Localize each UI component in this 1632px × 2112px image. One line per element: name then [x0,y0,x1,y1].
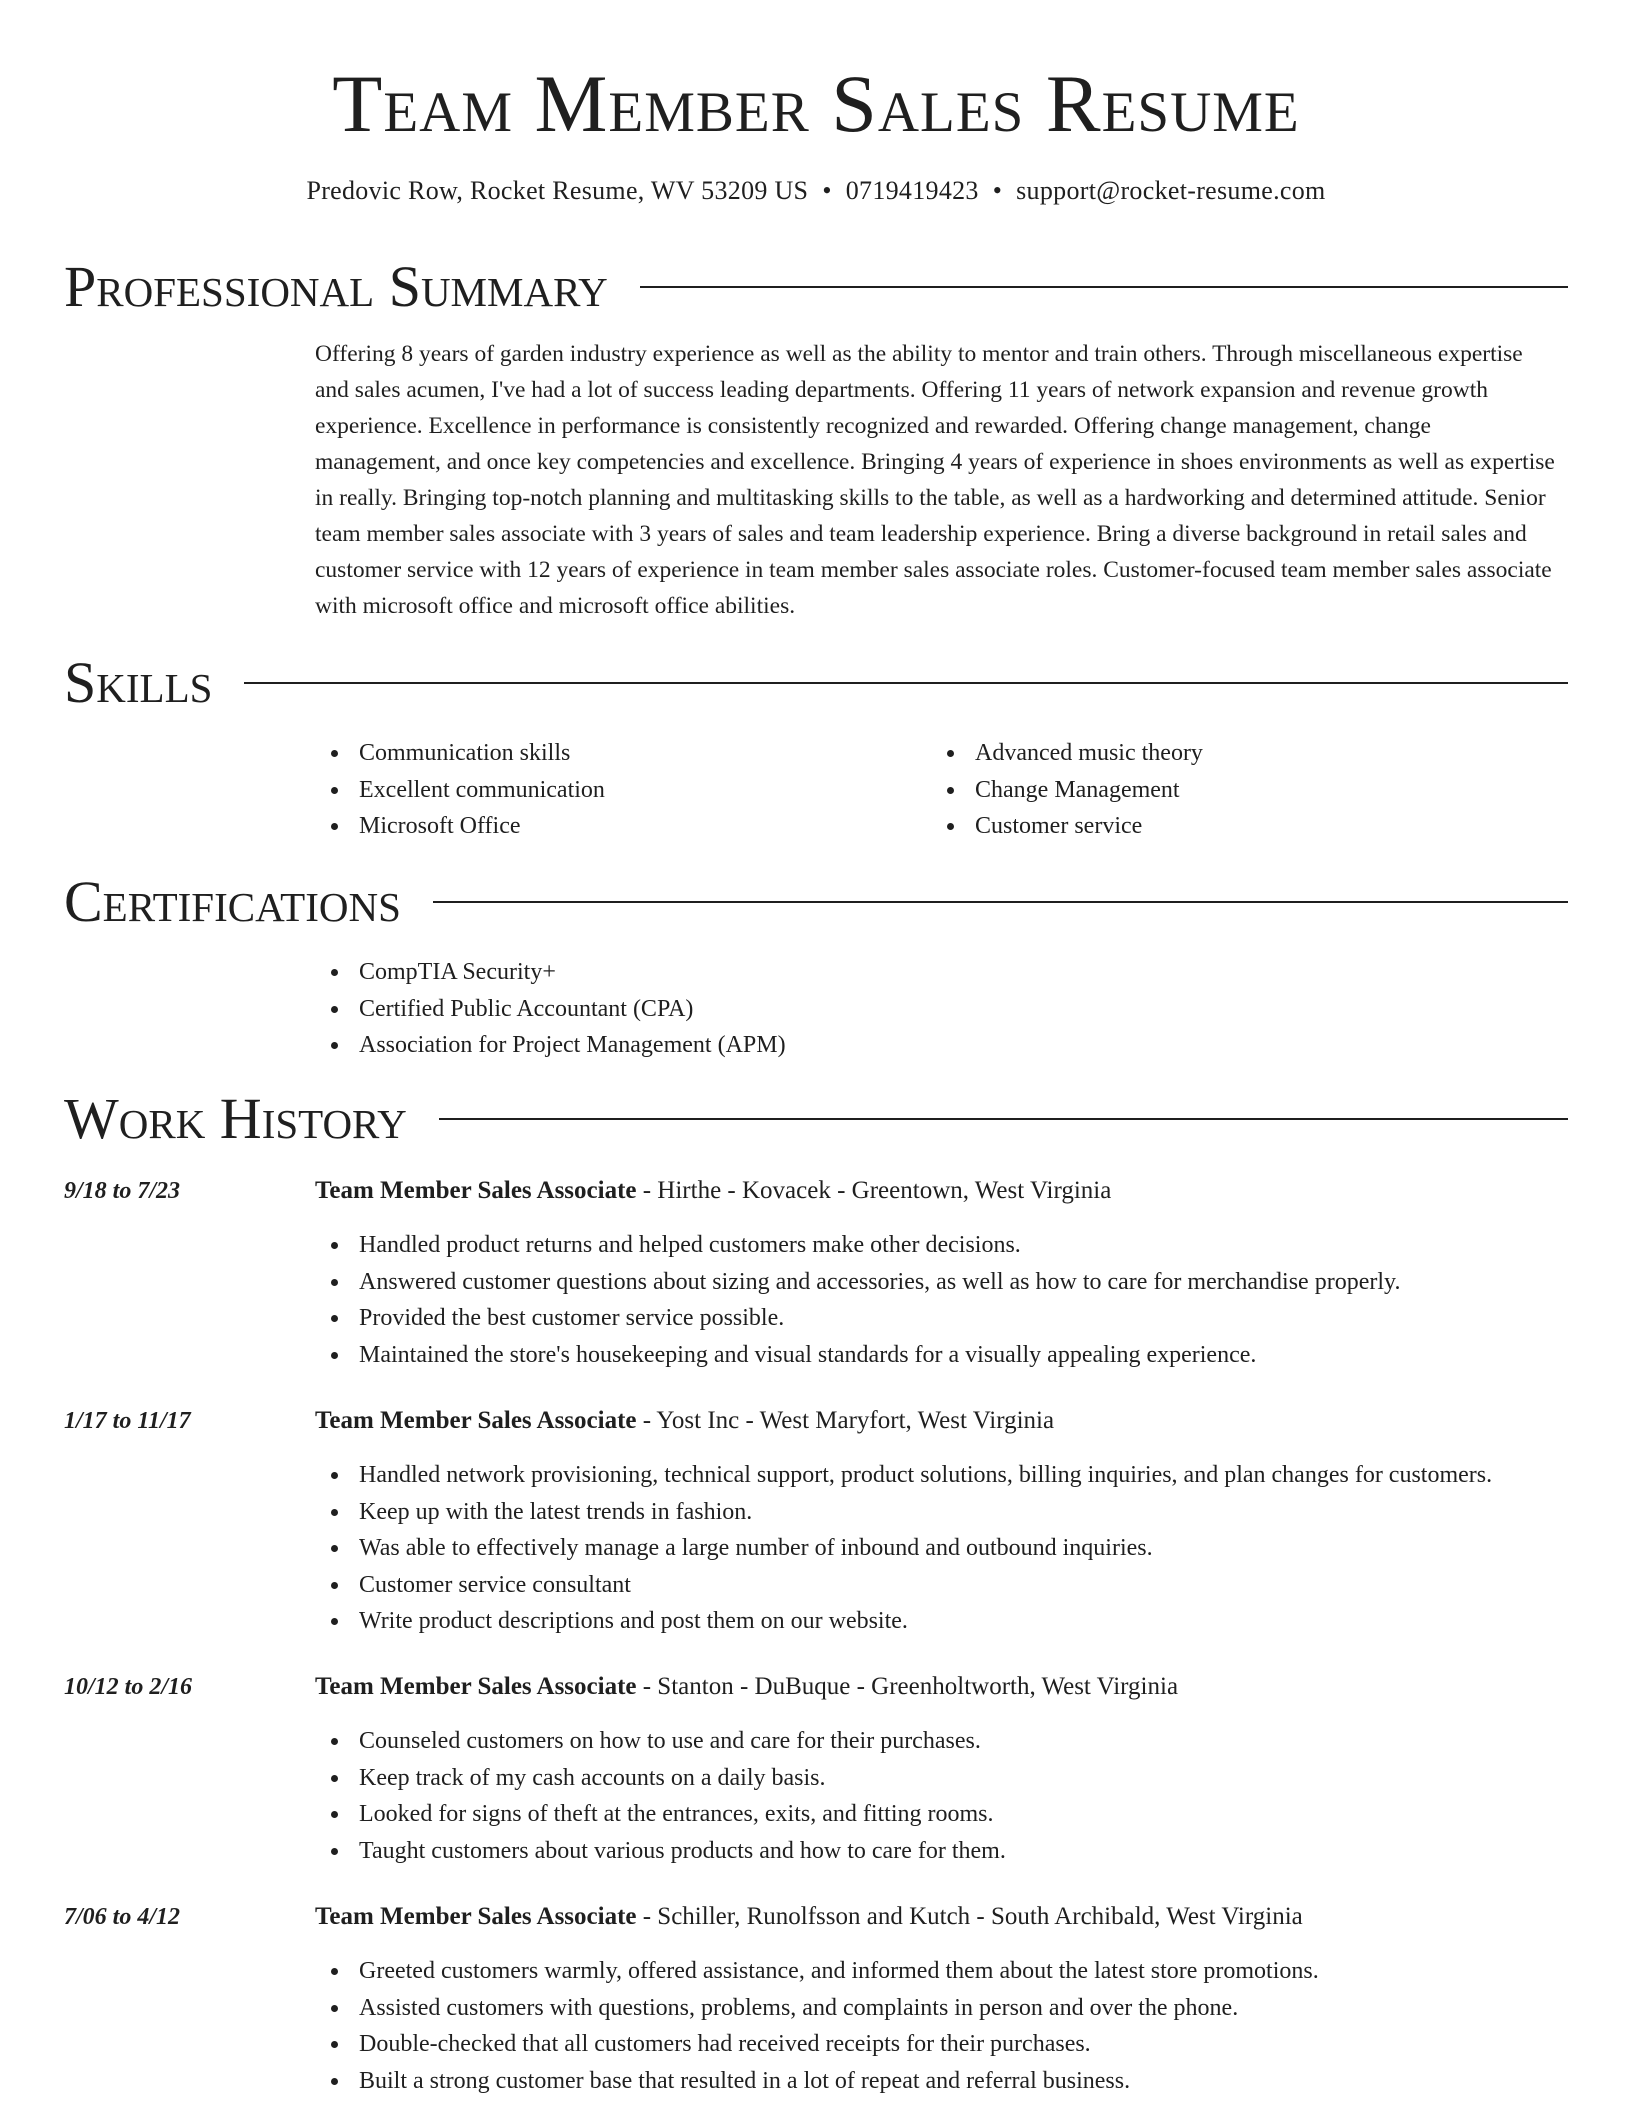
separator-dot: • [992,176,1003,205]
section-header-summary [64,254,1568,320]
skill-item: Microsoft Office [315,808,915,845]
certification-item: Association for Project Management (APM) [315,1027,1215,1064]
job-title: Team Member Sales Associate [315,1407,637,1434]
section-rule [439,1118,1568,1120]
phone: 0719419423 [845,176,979,205]
job-employer: - Schiller, Runolfsson and Kutch - South Archibald, West Virginia [636,1903,1303,1930]
skills-list-right [931,735,1531,845]
job-bullets [315,1457,1575,1640]
address: Predovic Row, Rocket Resume, WV 53209 US [306,176,809,205]
job-bullet: Answered customer questions about sizing and accessories, as well as how to care for merchandise properly. [315,1264,1575,1301]
job-bullet: Assisted customers with questions, problems, and complaints in person and over the phone. [315,1990,1575,2027]
skill-item: Change Management [931,772,1531,809]
job-bullets [315,1953,1575,2099]
job-bullet: Keep track of my cash accounts on a daily basis. [315,1760,1575,1797]
job-bullet: Maintained the store's housekeeping and visual standards for a visually appealing experience. [315,1337,1575,1374]
summary-text: Offering 8 years of garden industry experience as well as the ability to mentor and train others. Through miscellaneous expertise and sales acumen, I've had a lot of success leading departments. Offering 11 years of network expansion and revenue growth experience. Excellence in performance is consistently recognized and rewarded. Offering change management, change management, and once key competencies and excellence. Bringing 4 years of experience in shoes environments as well as expertise in really. Bringing top-notch planning and multitasking skills to the table, as well as a hardworking and determined attitude. Senior team member sales associate with 3 years of sales and team leadership experience. Bring a diverse background in retail sales and customer service with 12 years of experience in team member sales associate roles. Customer-focused team member sales associate with microsoft office and microsoft office abilities. [315,341,1555,619]
section-header-work-history [64,1086,1568,1152]
job-title: Team Member Sales Associate [315,1673,637,1700]
section-header-skills [64,650,1568,716]
skill-item: Customer service [931,808,1531,845]
job-title-line [315,1899,1565,1935]
certification-item: CompTIA Security+ [315,954,1215,991]
job-bullet: Handled network provisioning, technical support, product solutions, billing inquiries, and plan changes for customers. [315,1457,1575,1494]
skill-item: Excellent communication [315,772,915,809]
separator-dot: • [822,176,832,205]
job-title: Team Member Sales Associate [315,1177,637,1204]
job-dates: 1/17 to 11/17 [64,1408,191,1434]
section-rule [433,901,1568,903]
job-bullet: Counseled customers on how to use and care for their purchases. [315,1723,1575,1760]
job-bullet: Built a strong customer base that resulted in a lot of repeat and referral business. [315,2063,1575,2100]
job-title: Team Member Sales Associate [315,1903,637,1930]
section-title-certifications: Certifications [64,869,401,934]
resume-title: Team Member Sales Resume [332,58,1300,149]
job-bullet: Double-checked that all customers had received receipts for their purchases. [315,2026,1575,2063]
email: support@rocket-resume.com [1016,176,1326,205]
contact-line [64,174,1568,208]
job-bullet: Handled product returns and helped customers make other decisions. [315,1227,1575,1264]
certifications-list [315,954,1215,1064]
job-bullets [315,1227,1575,1373]
section-title-summary: Professional Summary [64,254,608,319]
job-bullet: Write product descriptions and post them on our website. [315,1603,1575,1640]
section-header-certifications [64,869,1568,935]
job-dates: 7/06 to 4/12 [64,1904,181,1930]
job-dates: 10/12 to 2/16 [64,1674,193,1700]
job-dates: 9/18 to 7/23 [64,1178,181,1204]
job-employer: - Hirthe - Kovacek - Greentown, West Virginia [636,1177,1112,1204]
job-bullet: Keep up with the latest trends in fashion. [315,1494,1575,1531]
job-bullets [315,1723,1575,1869]
job-bullet: Provided the best customer service possible. [315,1300,1575,1337]
certification-item: Certified Public Accountant (CPA) [315,991,1215,1028]
job-bullet: Was able to effectively manage a large number of inbound and outbound inquiries. [315,1530,1575,1567]
job-bullet: Customer service consultant [315,1567,1575,1604]
section-title-work-history: Work History [64,1086,407,1151]
skill-item: Advanced music theory [931,735,1531,772]
section-rule [640,286,1568,288]
job-employer: - Yost Inc - West Maryfort, West Virginia [636,1407,1055,1434]
section-title-skills: Skills [64,650,213,715]
job-bullet: Greeted customers warmly, offered assistance, and informed them about the latest store promotions. [315,1953,1575,1990]
section-rule [244,682,1568,684]
job-employer: - Stanton - DuBuque - Greenholtworth, West Virginia [636,1673,1179,1700]
skills-list-left [315,735,915,845]
job-bullet: Taught customers about various products and how to care for them. [315,1833,1575,1870]
job-title-line [315,1403,1565,1439]
job-title-line [315,1669,1565,1705]
skill-item: Communication skills [315,735,915,772]
job-bullet: Looked for signs of theft at the entrances, exits, and fitting rooms. [315,1796,1575,1833]
job-title-line [315,1173,1565,1209]
